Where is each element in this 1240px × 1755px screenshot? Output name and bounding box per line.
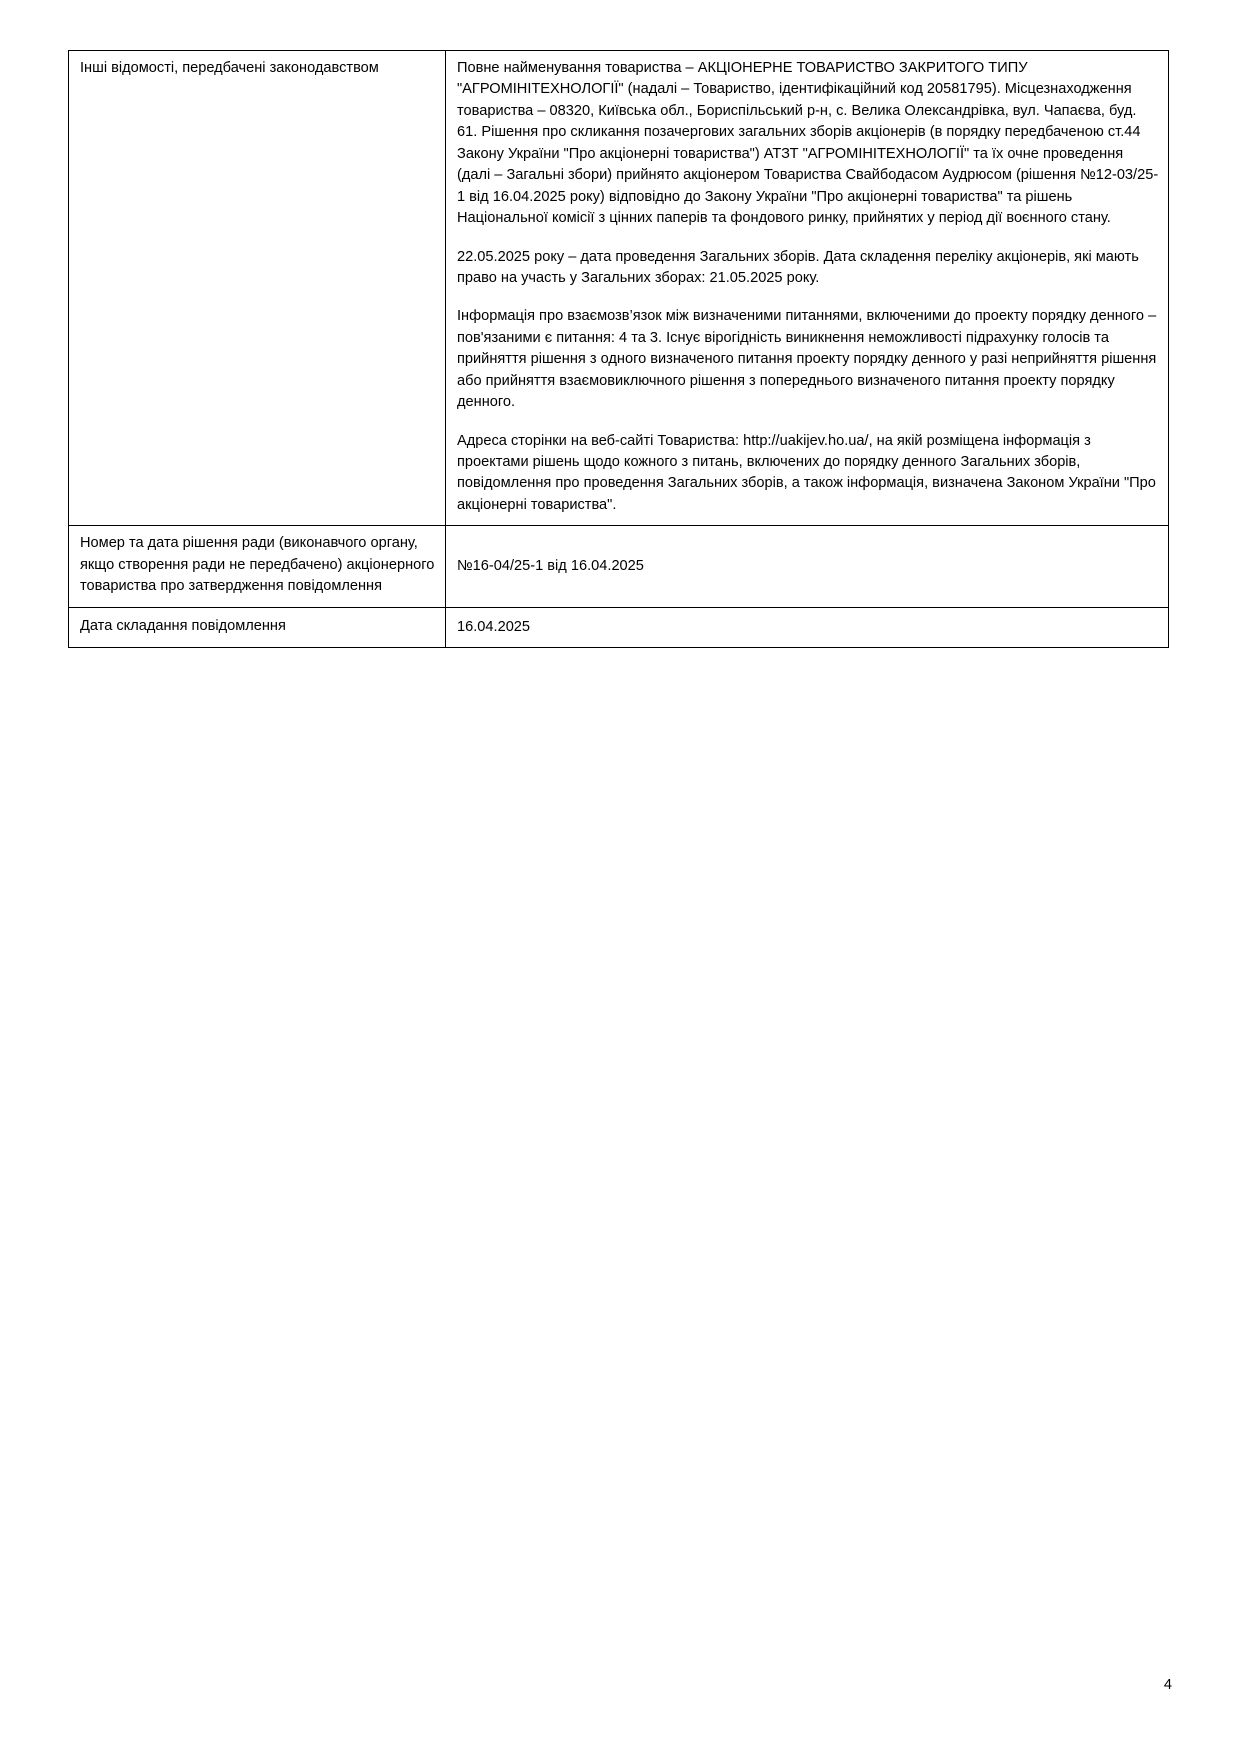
row-value-other-info [446,51,1169,526]
table-row [69,51,1169,526]
row-value-decision-number [446,526,1169,607]
disclosure-info-table [68,50,1169,648]
row-label-notice-date: Дата складання повідомлення [69,607,446,647]
paragraph-agenda-relation: Інформація про взаємозв’язок між визначеними питаннями, включеними до проекту порядку денного – пов'язаними є питання: 4 та 3. Існує вірогідність виникнення неможливості підрахунку голосів та прийняття рішення з одного визначеного питання проекту порядку денного у разі неприйняття рішення або прийняття взаємовиключного рішення з попереднього визначеного питання проекту порядку денного. [457,308,1157,411]
decision-number-text: №16-04/25-1 від 16.04.2025 [457,557,644,574]
table-row [69,526,1169,607]
row-label-decision-number: Номер та дата рішення ради (виконавчого органу, якщо створення ради не передбачено) акціонерного товариства про затвердження повідомлення [69,526,446,607]
paragraph-website-address: Адреса сторінки на веб-сайті Товариства: http://uakijev.ho.ua/, на якій розміщена інформація з проектами рішень щодо кожного з питань, включених до порядку денного Загальних зборів, повідомлення про проведення Загальних зборів, а також інформація, визначена Законом України "Про акціонерні товариства". [457,432,1156,513]
paragraph-company-details: Повне найменування товариства – АКЦІОНЕРНЕ ТОВАРИСТВО ЗАКРИТОГО ТИПУ "АГРОМІНІТЕХНОЛОГІЇ" (надалі – Товариство, ідентифікаційний код 20581795). Місцезнаходження товариства – 08320, Київська обл., Бориспільський р-н, с. Велика Олександрівка, вул. Чапаєва, буд. 61. Рішення про скликання позачергових загальних зборів акціонерів (в порядку передбаченою ст.44 Закону України "Про акціонерні товариства") АТЗТ "АГРОМІНІТЕХНОЛОГІЇ" та їх очне проведення (далі – Загальні збори) прийнято акціонером Товариства Свайбодасом Аудрюсом (рішення №12-03/25-1 від 16.04.2025 року) відповідно до Закону України "Про акціонерні товариства" та рішень Національної комісії з цінних паперів та фондового ринку, прийнятих у період дії воєнного стану. [457,60,1159,227]
page-number: 4 [1163,1676,1172,1693]
row-value-notice-date [446,607,1169,647]
row-label-other-info: Інші відомості, передбачені законодавством [69,51,446,526]
paragraph-meeting-date: 22.05.2025 року – дата проведення Загальних зборів. Дата складення переліку акціонерів, які мають право на участь у Загальних зборах: 21.05.2025 року. [457,248,1139,286]
notice-date-text: 16.04.2025 [457,618,531,635]
table-row [69,607,1169,647]
